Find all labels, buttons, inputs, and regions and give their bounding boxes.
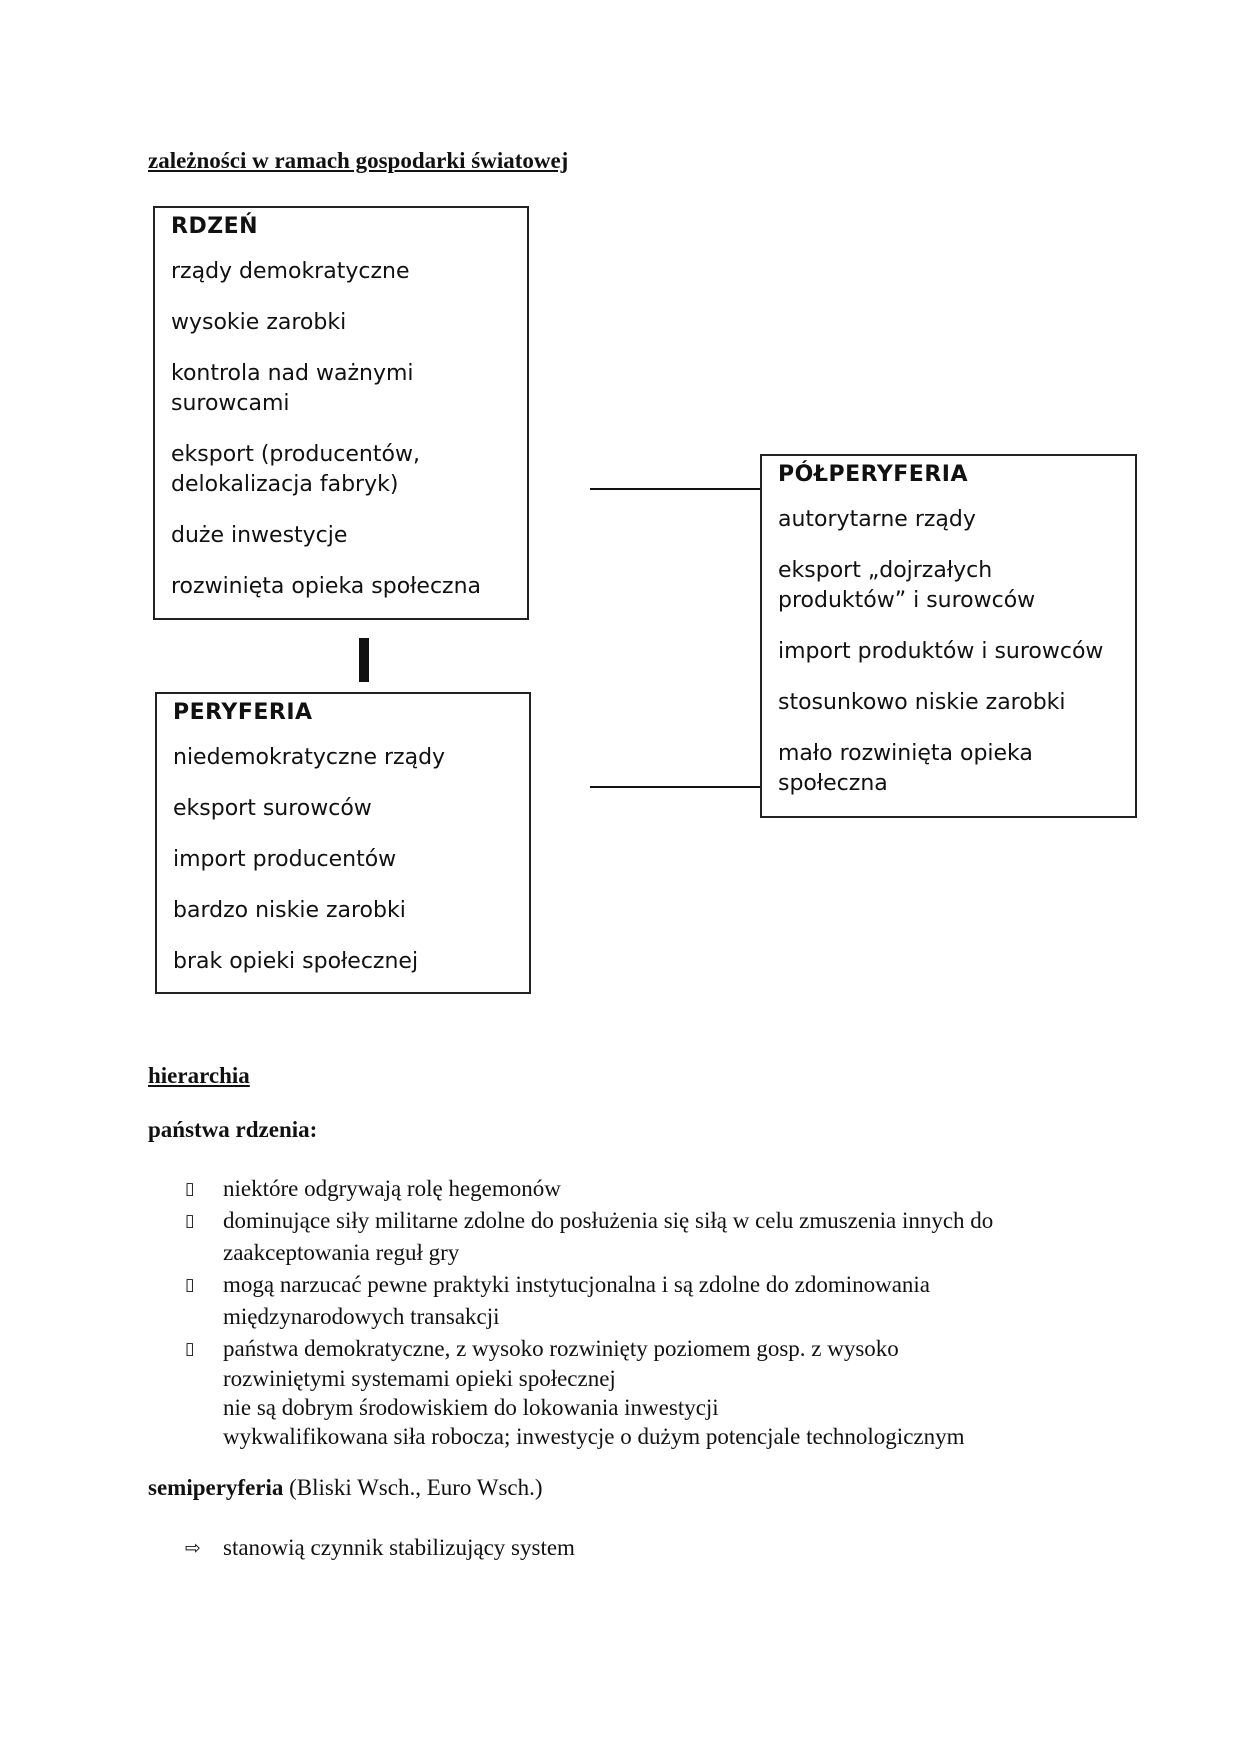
bullet-square-icon: ▯ <box>185 1179 195 1199</box>
semiperiphery-title: PÓŁPERYFERIA <box>778 462 968 487</box>
core-states-label: państwa rdzenia: <box>148 1117 318 1142</box>
semiperiphery-item: import produktów i surowców <box>778 639 1104 664</box>
semiperiphery-item: autorytarne rządy <box>778 507 976 532</box>
bullet-square-icon: ▯ <box>185 1211 195 1231</box>
core-box <box>153 206 529 620</box>
periphery-box <box>155 692 531 994</box>
section-heading-hierarchy: hierarchia <box>148 1063 250 1088</box>
core-item: duże inwestycje <box>171 523 348 548</box>
list-item: ▯ niektóre odgrywają rolę hegemonów <box>148 1173 1088 1205</box>
semiperiphery-label: semiperyferia <box>148 1475 284 1500</box>
list-item: ▯ mogą narzucać pewne praktyki instytucjonalna i są zdolne do zdominowania międzynarodowych transakcji <box>148 1269 1088 1333</box>
periphery-item: niedemokratyczne rządy <box>173 745 446 770</box>
list-item: ▯ dominujące siły militarne zdolne do posłużenia się siłą w celu zmuszenia innych do zaakceptowania reguł gry <box>148 1205 1088 1269</box>
semiperiphery-box <box>760 454 1137 818</box>
core-item: eksport (producentów, delokalizacja fabryk) <box>171 442 420 497</box>
periphery-item: brak opieki społecznej <box>173 949 419 974</box>
semiperiphery-label-line <box>148 1475 543 1501</box>
core-title: RDZEŃ <box>171 214 259 239</box>
bullet-square-icon: ▯ <box>185 1275 195 1295</box>
semiperiphery-list <box>148 1532 1088 1564</box>
semiperiphery-region-note: (Bliski Wsch., Euro Wsch.) <box>283 1475 543 1500</box>
core-item: rządy demokratyczne <box>171 259 410 284</box>
section-heading-dependencies: zależności w ramach gospodarki światowej <box>148 148 569 173</box>
core-item: wysokie zarobki <box>171 310 347 335</box>
semiperiphery-item: eksport „dojrzałych produktów” i surowców <box>778 558 1036 613</box>
bullet-square-icon: ▯ <box>185 1339 195 1359</box>
arrow-right-icon: ⇨ <box>185 1537 201 1559</box>
core-states-list <box>148 1173 1088 1451</box>
periphery-item: bardzo niskie zarobki <box>173 898 406 923</box>
periphery-item: eksport surowców <box>173 796 372 821</box>
semiperiphery-item: mało rozwinięta opieka społeczna <box>778 741 1033 796</box>
core-item: kontrola nad ważnymi surowcami <box>171 361 414 416</box>
periphery-item: import producentów <box>173 847 397 872</box>
list-item: ⇨ stanowią czynnik stabilizujący system <box>148 1532 1088 1564</box>
core-item: rozwinięta opieka społeczna <box>171 574 482 599</box>
core-periphery-connector <box>359 638 369 682</box>
list-item: ▯ państwa demokratyczne, z wysoko rozwinięty poziomem gosp. z wysoko rozwiniętymi systemami opieki społecznej nie są dobrym środowiskiem do lokowania inwestycji wykwalifikowana siła robocza; inwestycje o dużym potencjale technologicznym <box>148 1333 1088 1451</box>
core-semiperiphery-connector <box>590 488 760 490</box>
semiperiphery-item: stosunkowo niskie zarobki <box>778 690 1066 715</box>
periphery-semiperiphery-connector <box>590 786 760 788</box>
periphery-title: PERYFERIA <box>173 700 313 725</box>
